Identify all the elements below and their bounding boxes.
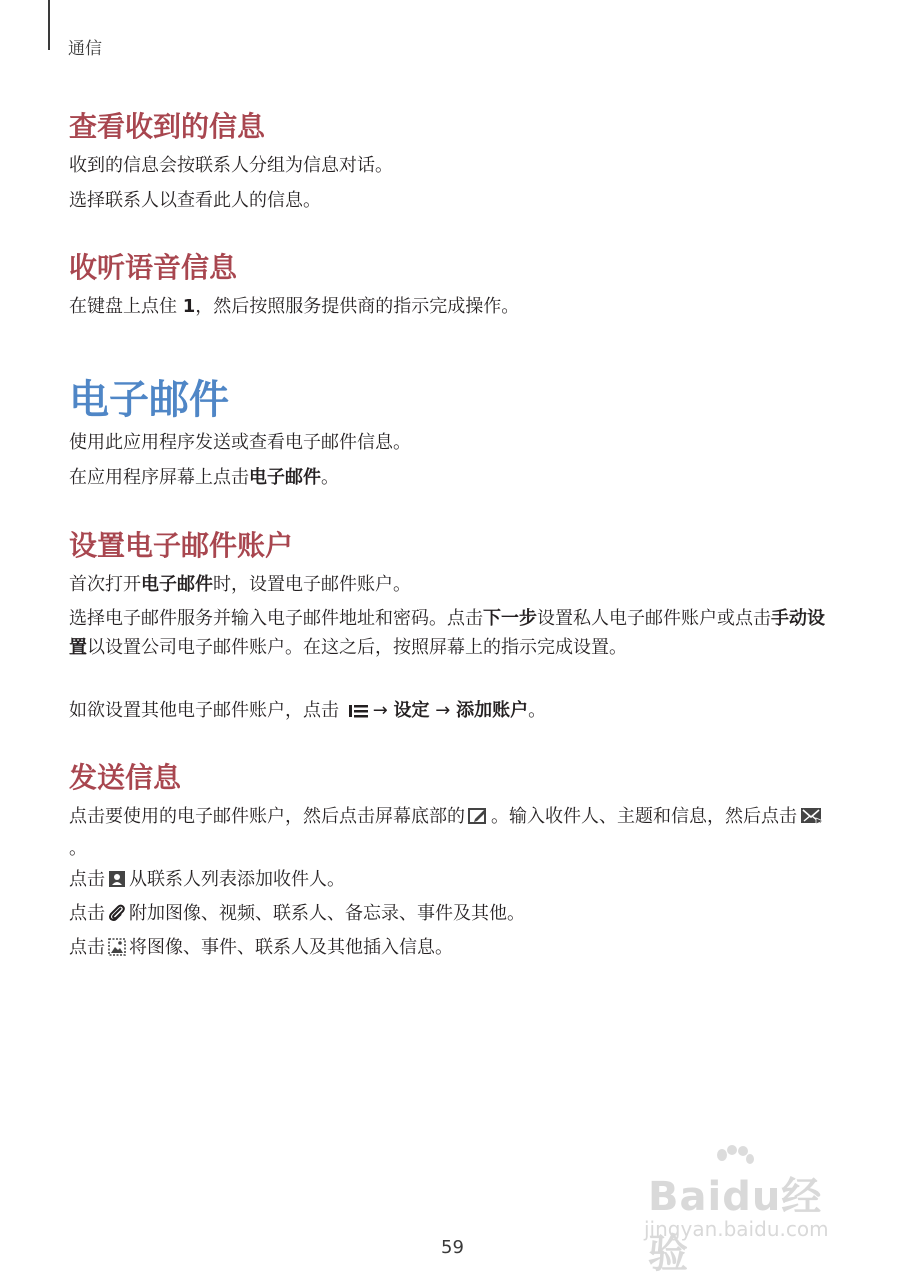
menu-icon xyxy=(348,699,370,728)
heading-voicemail: 收听语音信息 xyxy=(69,251,238,284)
heading-view-messages: 查看收到的信息 xyxy=(69,110,266,143)
compose-icon xyxy=(468,805,488,834)
paragraph: 在应用程序屏幕上点击电子邮件。 xyxy=(69,467,339,488)
page-number: 59 xyxy=(441,1237,464,1258)
paragraph: 选择联系人以查看此人的信息。 xyxy=(69,190,321,211)
heading-setup-account: 设置电子邮件账户 xyxy=(69,529,294,562)
baidu-watermark xyxy=(640,1145,860,1277)
paragraph: 在键盘上点住 1，然后按照服务提供商的指示完成操作。 xyxy=(69,296,520,317)
attach-icon xyxy=(108,902,126,931)
heading-send-message: 发送信息 xyxy=(69,761,182,794)
send-icon xyxy=(800,805,824,834)
paragraph: 首次打开电子邮件时，设置电子邮件账户。 xyxy=(69,574,411,595)
paragraph: 如欲设置其他电子邮件账户，点击 → 设定 → 添加账户。 xyxy=(69,696,839,728)
contact-icon xyxy=(108,868,126,897)
paragraph: 收到的信息会按联系人分组为信息对话。 xyxy=(69,155,393,176)
watermark-logo-text: Baidu经验 xyxy=(648,1174,823,1277)
running-header: 通信 xyxy=(68,39,102,59)
paragraph: 点击要使用的电子邮件账户，然后点击屏幕底部的 。输入收件人、主题和信息，然后点击。 xyxy=(69,802,839,863)
page-margin-rule xyxy=(48,0,50,50)
paragraph: 点击 将图像、事件、联系人及其他插入信息。 xyxy=(69,933,839,965)
paragraph: 点击 附加图像、视频、联系人、备忘录、事件及其他。 xyxy=(69,899,839,931)
paragraph: 使用此应用程序发送或查看电子邮件信息。 xyxy=(69,432,411,453)
watermark-url: jingyan.baidu.com xyxy=(644,1217,829,1241)
paragraph: 选择电子邮件服务并输入电子邮件地址和密码。点击下一步设置私人电子邮件账户或点击手动设置以设置公司电子邮件账户。在这之后，按照屏幕上的指示完成设置。 xyxy=(69,608,825,658)
paragraph: 点击 从联系人列表添加收件人。 xyxy=(69,865,839,897)
insert-icon xyxy=(108,936,126,965)
heading-email: 电子邮件 xyxy=(69,377,229,423)
